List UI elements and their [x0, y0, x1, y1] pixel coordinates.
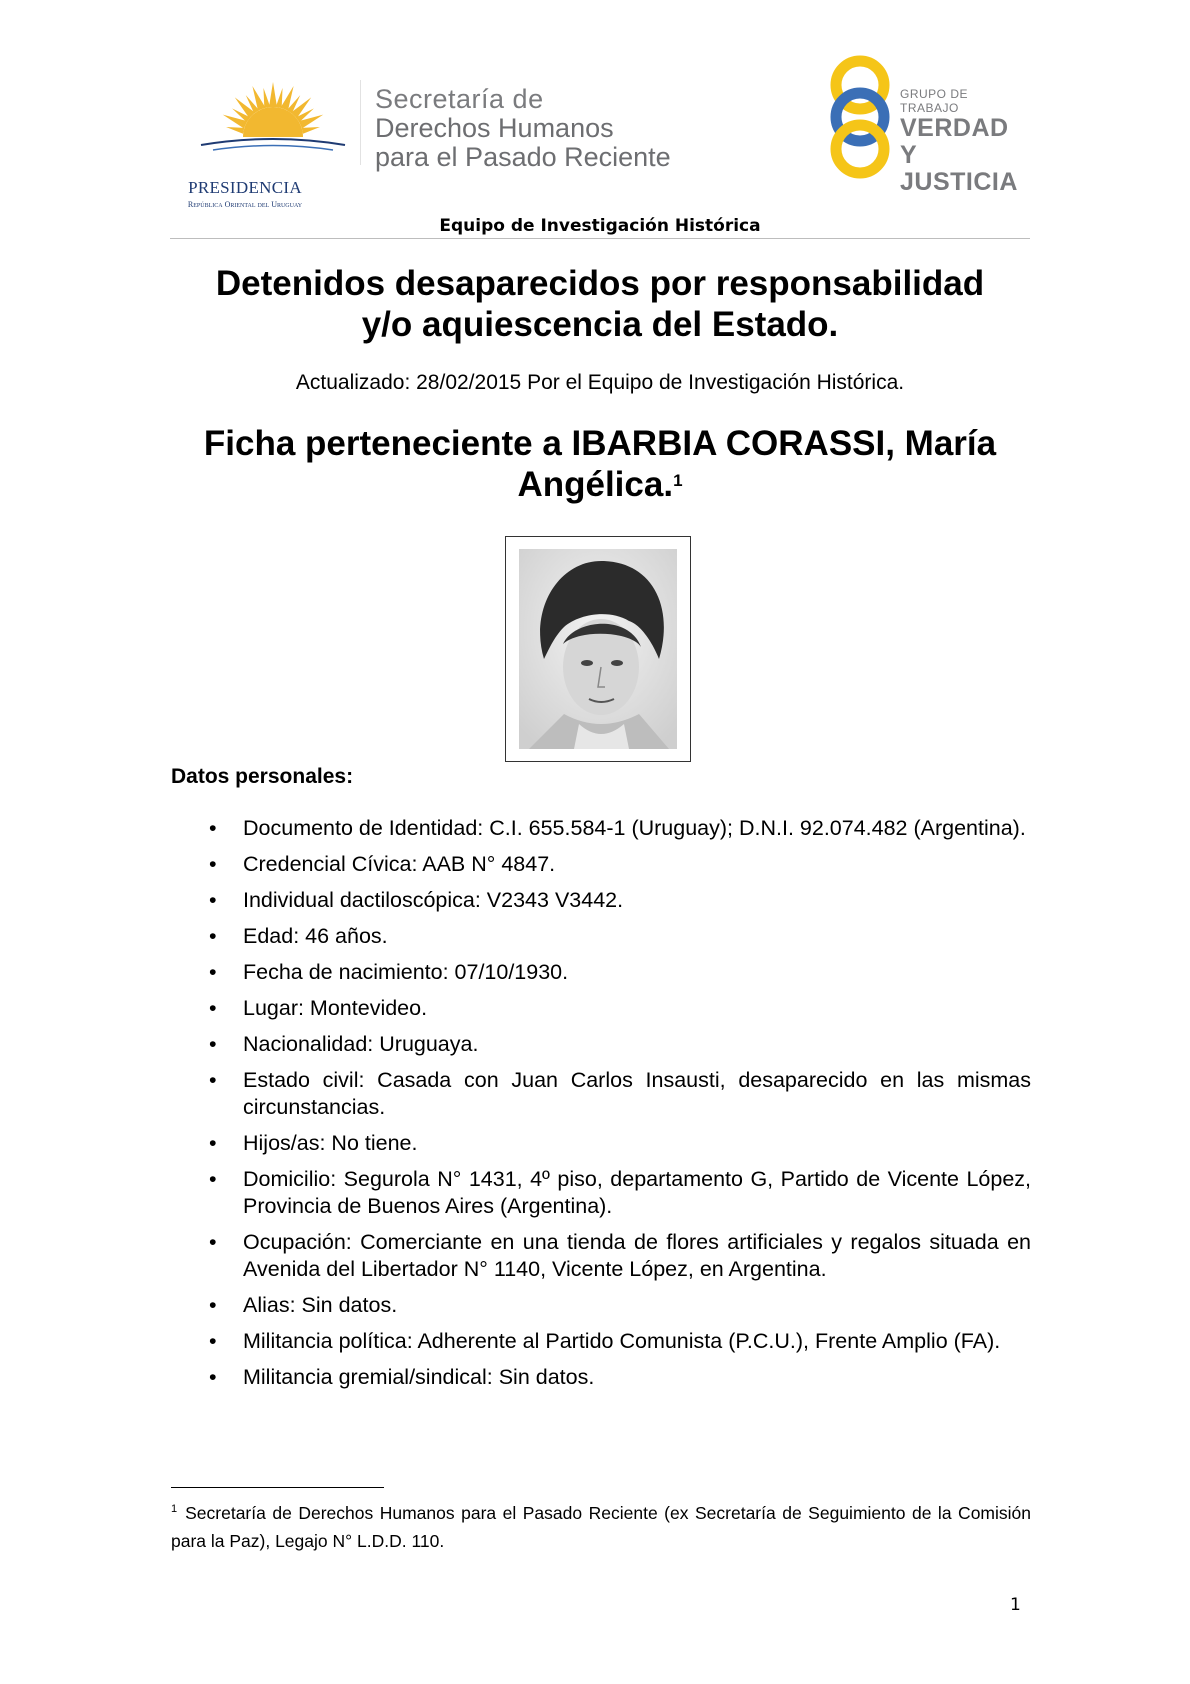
- bullet-icon: •: [209, 1167, 217, 1191]
- item-text: Fecha de nacimiento: 07/10/1930.: [243, 960, 569, 984]
- item-text: Militancia gremial/sindical: Sin datos.: [243, 1365, 595, 1389]
- title-line-2: y/o aquiescencia del Estado.: [361, 305, 839, 344]
- item-text: Estado civil: Casada con Juan Carlos Insausti, desaparecido en las mismas circunstancias.: [243, 1068, 1031, 1119]
- item-text: Ocupación: Comerciante en una tienda de flores artificiales y regalos situada en Avenida del Libertador N° 1140, Vicente López, en Argentina.: [243, 1230, 1031, 1281]
- secretaria-line-3: para el Pasado Reciente: [375, 142, 671, 172]
- presidencia-sun-logo: [198, 75, 348, 175]
- list-item: [171, 1067, 1031, 1121]
- bullet-icon: •: [209, 1329, 217, 1353]
- item-text: Militancia política: Adherente al Partido Comunista (P.C.U.), Frente Amplio (FA).: [243, 1329, 1001, 1353]
- secretaria-logo-text: [375, 85, 671, 172]
- item-text: Hijos/as: No tiene.: [243, 1131, 418, 1155]
- title-line-1: Detenidos desaparecidos por responsabilidad: [215, 264, 985, 303]
- item-text: Domicilio: Segurola N° 1431, 4º piso, departamento G, Partido de Vicente López, Provincia de Buenos Aires (Argentina).: [243, 1167, 1031, 1218]
- ficha-line-2-wrap: [150, 464, 1050, 505]
- item-text: Edad: 46 años.: [243, 924, 388, 948]
- list-item: [171, 1031, 1031, 1058]
- list-item: [171, 995, 1031, 1022]
- secretaria-line-1: Secretaría de: [375, 84, 544, 114]
- list-item: [171, 1328, 1031, 1355]
- header-rule: [170, 238, 1030, 239]
- item-text: Lugar: Montevideo.: [243, 996, 428, 1020]
- secretaria-line-2: Derechos Humanos: [375, 113, 614, 143]
- footnote-text: Secretaría de Derechos Humanos para el Pasado Reciente (ex Secretaría de Seguimiento de la Comisión para la Paz), Legajo N° L.D.D. 110.: [171, 1502, 1031, 1551]
- bullet-icon: •: [209, 1131, 217, 1155]
- item-text: Documento de Identidad: C.I. 655.584-1 (Uruguay); D.N.I. 92.074.482 (Argentina).: [243, 816, 1026, 840]
- justicia-label: JUSTICIA: [900, 168, 1018, 196]
- item-text: Credencial Cívica: AAB N° 4847.: [243, 852, 556, 876]
- ficha-line-2: Angélica.: [517, 465, 674, 504]
- page-header: [170, 55, 1030, 209]
- ficha-title: [150, 423, 1050, 505]
- bullet-icon: •: [209, 888, 217, 912]
- bullet-icon: •: [209, 852, 217, 876]
- portrait-photo: [505, 536, 691, 762]
- list-item: [171, 1130, 1031, 1157]
- verdad-justicia-rings-logo: [825, 55, 895, 180]
- presidencia-name: PRESIDENCIA: [188, 178, 302, 197]
- list-item: [171, 1229, 1031, 1283]
- bullet-icon: •: [209, 1365, 217, 1389]
- verdad-label: VERDAD Y: [900, 114, 1009, 169]
- bullet-icon: •: [209, 1032, 217, 1056]
- item-text: Alias: Sin datos.: [243, 1293, 398, 1317]
- ficha-line-1: Ficha perteneciente a IBARBIA CORASSI, María: [203, 424, 997, 463]
- list-item: [171, 851, 1031, 878]
- presidencia-subtitle: República Oriental del Uruguay: [187, 200, 303, 209]
- list-item: [171, 923, 1031, 950]
- list-item: [171, 959, 1031, 986]
- list-item: [171, 815, 1031, 842]
- item-text: Individual dactiloscópica: V2343 V3442.: [243, 888, 624, 912]
- portrait-image: [519, 549, 677, 749]
- logo-divider: [360, 80, 361, 165]
- bullet-icon: •: [209, 1293, 217, 1317]
- updated-line: Actualizado: 28/02/2015 Por el Equipo de Investigación Histórica.: [295, 371, 905, 394]
- grupo-label: GRUPO DE TRABAJO: [900, 87, 969, 115]
- bullet-icon: •: [209, 924, 217, 948]
- bullet-icon: •: [209, 960, 217, 984]
- footnote-ref[interactable]: 1: [673, 471, 683, 490]
- bullet-icon: •: [209, 1230, 217, 1254]
- page-number: 1: [1010, 1595, 1021, 1615]
- list-item: [171, 1364, 1031, 1391]
- bullet-icon: •: [209, 816, 217, 840]
- personal-data-list: [171, 815, 1031, 1400]
- team-label: Equipo de Investigación Histórica: [439, 216, 761, 236]
- bullet-icon: •: [209, 1068, 217, 1092]
- list-item: [171, 1166, 1031, 1220]
- footnote-rule: [171, 1487, 384, 1488]
- list-item: [171, 1292, 1031, 1319]
- footnote-mark: 1: [171, 1503, 178, 1515]
- verdad-justicia-text: [900, 87, 1030, 196]
- bullet-icon: •: [209, 996, 217, 1020]
- item-text: Nacionalidad: Uruguaya.: [243, 1032, 479, 1056]
- page-title: [150, 263, 1050, 345]
- section-title: Datos personales:: [171, 765, 354, 788]
- footnote: [171, 1495, 1031, 1555]
- list-item: [171, 887, 1031, 914]
